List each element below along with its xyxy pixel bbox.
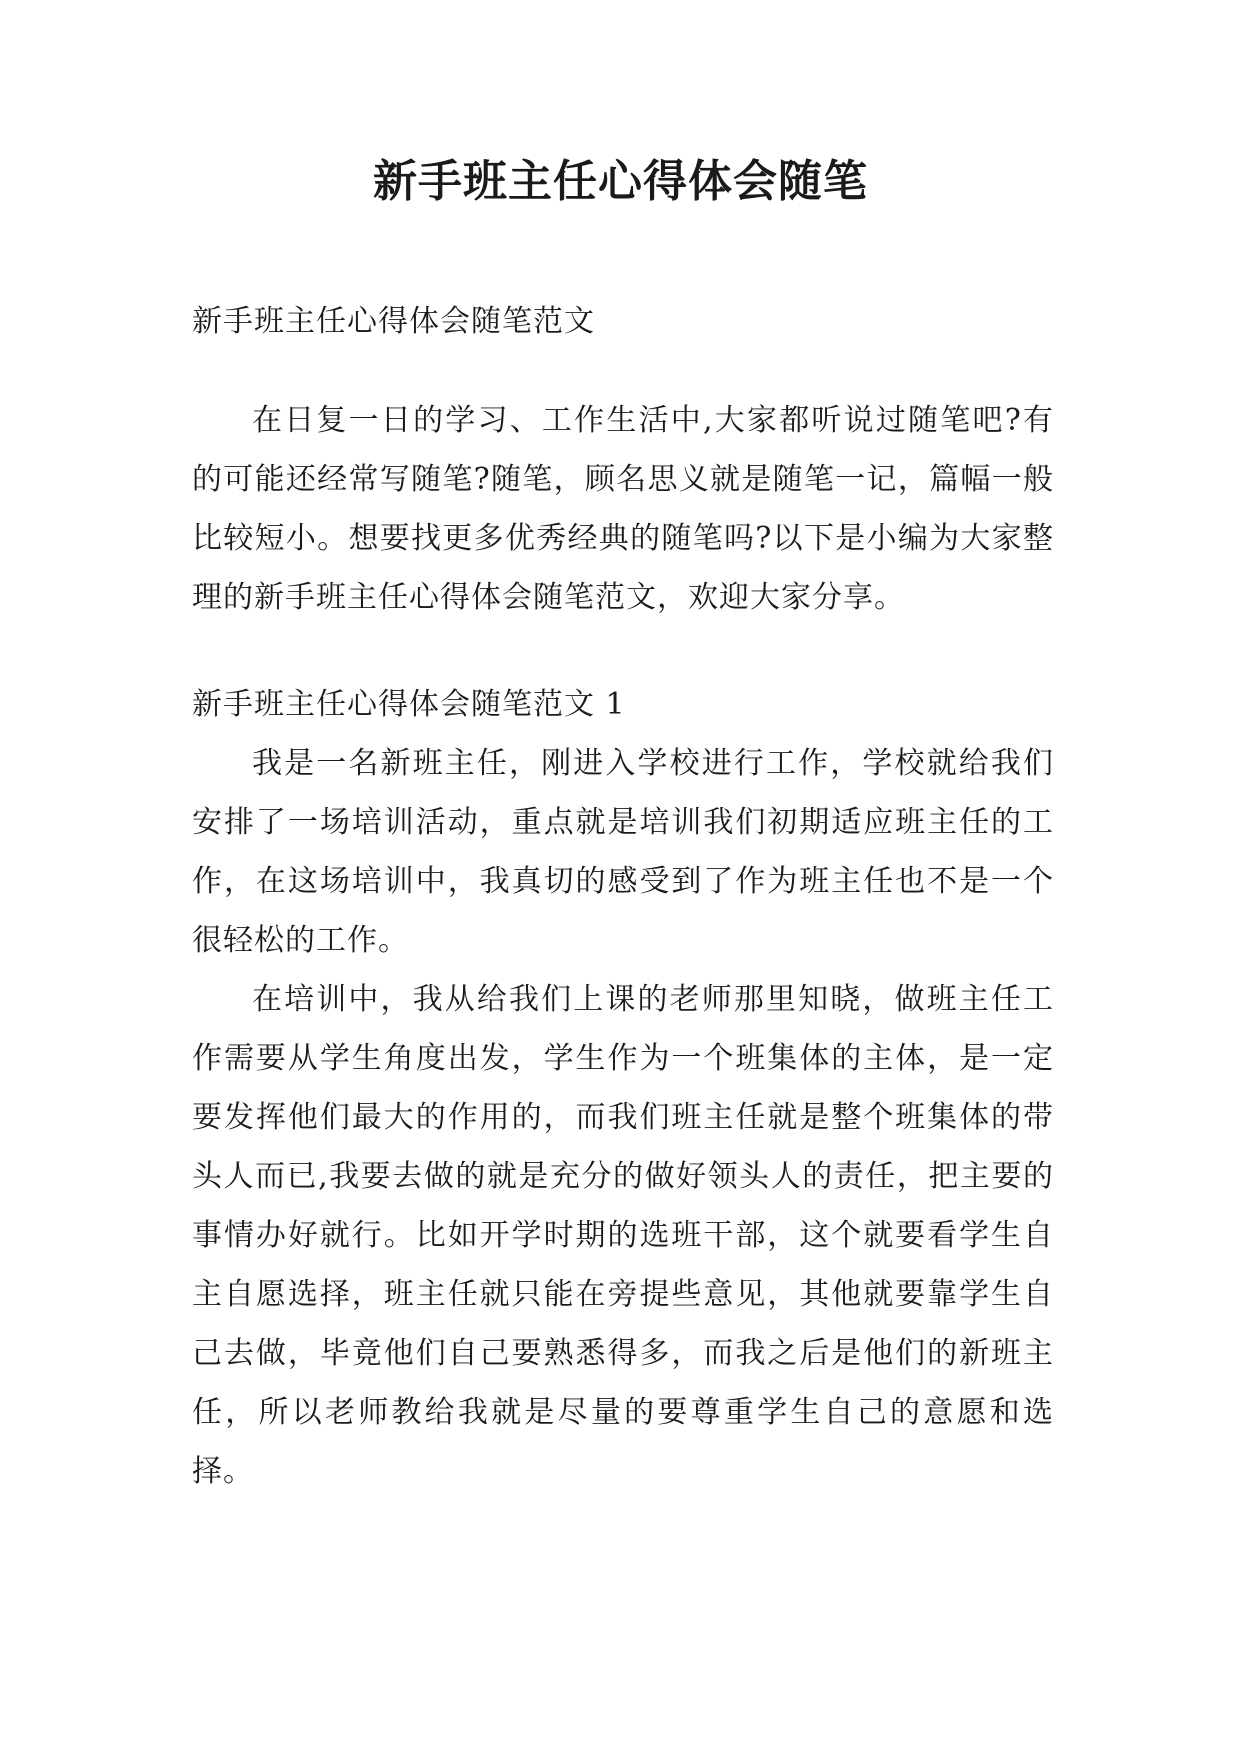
document-title: 新手班主任心得体会随笔 — [373, 156, 868, 207]
intro-paragraph: 在日复一日的学习、工作生活中,大家都听说过随笔吧?有的可能还经常写随笔?随笔，顾名思义就是随笔一记，篇幅一般比较短小。想要找更多优秀经典的随笔吗?以下是小编为大家整理的新手班主任心得体会随笔范文，欢迎大家分享。 — [192, 403, 1054, 615]
body-paragraph-2: 在培训中，我从给我们上课的老师那里知晓，做班主任工作需要从学生角度出发，学生作为一个班集体的主体，是一定要发挥他们最大的作用的，而我们班主任就是整个班集体的带头人而已,我要去做的就是充分的做好领头人的责任，把主要的事情办好就行。比如开学时期的选班干部，这个就要看学生自主自愿选择，班主任就只能在旁提些意见，其他就要靠学生自己去做，毕竟他们自己要熟悉得多，而我之后是他们的新班主任，所以老师教给我就是尽量的要尊重学生自己的意愿和选择。 — [192, 982, 1054, 1489]
document-body — [192, 292, 1054, 1501]
section-heading: 新手班主任心得体会随笔范文 1 — [192, 687, 626, 722]
document-subtitle: 新手班主任心得体会随笔范文 — [192, 304, 595, 339]
body-paragraph-1: 我是一名新班主任，刚进入学校进行工作，学校就给我们安排了一场培训活动，重点就是培训我们初期适应班主任的工作，在这场培训中，我真切的感受到了作为班主任也不是一个很轻松的工作。 — [192, 746, 1054, 958]
